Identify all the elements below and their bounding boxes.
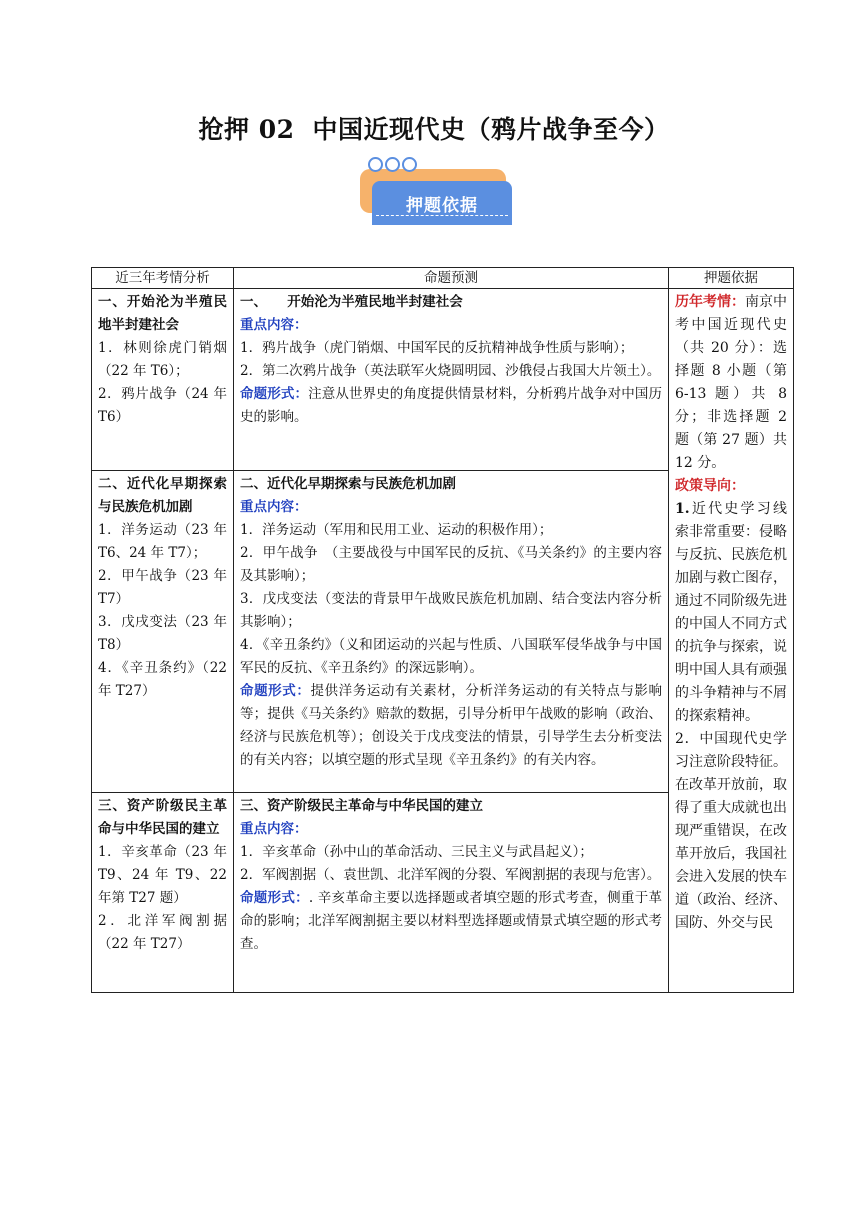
title-code: 抢押 02: [198, 115, 295, 144]
policy-item-number: 1.: [675, 501, 690, 517]
policy-item-text: 近代史学习线索非常重要：侵略与反抗、民族危机加剧与救亡图存，通过不同阶级先进的中国人不同方式的抗争与探索，说明中国人具有顽强的斗争精神与不屑的探索精神。: [675, 501, 787, 724]
policy-label: 政策导向：: [675, 478, 745, 494]
prediction-cell-3: [234, 793, 669, 993]
exam-table: [91, 267, 794, 993]
analysis-cell-3: [92, 793, 234, 993]
prediction-cell-2: [234, 471, 669, 793]
analysis-item: 2．甲午战争（23 年 T7）: [98, 568, 227, 607]
key-item: 1．鸦片战争（虎门销烟、中国军民的反抗精神战争性质与影响）；: [240, 340, 634, 356]
title-text: 中国近现代史（鸦片战争至今）: [312, 115, 670, 144]
analysis-item: 4．《辛丑条约》（22 年 T27）: [98, 660, 227, 699]
question-form-text: 提供洋务运动有关素材，分析洋务运动的有关特点与影响等；提供《马关条约》赔款的数据，引导分析甲午战败的影响（政治、经济与民族危机等）；创设关于戊戌变法的情景，引导学生去分析变法的有关内容；以填空题的形式呈现《辛丑条约》的有关内容。: [240, 683, 663, 768]
key-content-label: 重点内容：: [240, 317, 308, 333]
page-title: [0, 110, 868, 146]
prediction-title: 一、 开始沦为半殖民地半封建社会: [240, 294, 463, 310]
table-row: [92, 289, 794, 471]
policy-item-text: 2．中国现代史学习注意阶段特征。在改革开放前，取得了重大成就也出现严重错误，在改革开放后，我国社会进入发展的快车道（政治、经济、国防、外交与民: [675, 731, 787, 931]
key-item: 1．洋务运动（军用和民用工业、运动的积极作用）；: [240, 522, 553, 538]
table-header-row: [92, 268, 794, 289]
analysis-title: 三、资产阶级民主革命与中华民国的建立: [98, 798, 227, 837]
key-item: 4．《辛丑条约》（义和团运动的兴起与性质、八国联军侵华战争与中国军民的反抗、《辛丑条约》的深远影响）。: [240, 637, 662, 676]
basis-cell: [669, 289, 794, 993]
history-label: 历年考情：: [675, 294, 745, 310]
analysis-item: 3．戊戌变法（23 年 T8）: [98, 614, 227, 653]
question-form-text: . 辛亥革命主要以选择题或者填空题的形式考查，侧重于革命的影响；北洋军阀割据主要以材料型选择题或情景式填空题的形式考查。: [240, 890, 662, 952]
badge-label: 押题依据: [406, 195, 478, 216]
badge-dashed-line: [376, 215, 508, 216]
analysis-title: 一、开始沦为半殖民地半封建社会: [98, 294, 227, 333]
key-item: 2．军阀割据（、袁世凯、北洋军阀的分裂、军阀割据的表现与危害）。: [240, 867, 661, 883]
question-form-text: 注意从世界史的角度提供情景材料，分析鸦片战争对中国历史的影响。: [240, 386, 663, 425]
prediction-title: 二、近代化早期探索与民族危机加剧: [240, 476, 456, 492]
analysis-item: 2．鸦片战争（24 年 T6）: [98, 386, 227, 425]
key-content-label: 重点内容：: [240, 499, 308, 515]
analysis-item: 2．北洋军阀割据（22 年 T27）: [98, 913, 227, 952]
prediction-cell-1: [234, 289, 669, 471]
question-form-label: 命题形式：: [240, 683, 311, 699]
header-prediction: 命题预测: [234, 268, 669, 289]
header-basis: 押题依据: [669, 268, 794, 289]
history-text: 南京中考中国近现代史（共 20 分）：选择题 8 小题（第 6-13 题）共 8 分；非选择题 2 题（第 27 题）共 12 分。: [675, 294, 787, 471]
binder-rings-icon: [368, 157, 419, 173]
analysis-item: 1．洋务运动（23 年 T6、24 年 T7）；: [98, 522, 227, 561]
analysis-cell-2: [92, 471, 234, 793]
key-content-label: 重点内容：: [240, 821, 308, 837]
prediction-title: 三、资产阶级民主革命与中华民国的建立: [240, 798, 483, 814]
analysis-cell-1: [92, 289, 234, 471]
analysis-title: 二、近代化早期探索与民族危机加剧: [98, 476, 227, 515]
section-badge: [360, 157, 516, 233]
question-form-label: 命题形式：: [240, 386, 309, 402]
question-form-label: 命题形式：: [240, 890, 309, 906]
key-item: 3．戊戌变法（变法的背景甲午战败民族危机加剧、结合变法内容分析其影响）；: [240, 591, 662, 630]
analysis-item: 1．林则徐虎门销烟（22 年 T6）；: [98, 340, 227, 379]
key-item: 2．第二次鸦片战争（英法联军火烧圆明园、沙俄侵占我国大片领土）。: [240, 363, 661, 379]
key-item: 2．甲午战争 （主要战役与中国军民的反抗、《马关条约》的主要内容及其影响）；: [240, 545, 662, 584]
key-item: 1．辛亥革命（孙中山的革命活动、三民主义与武昌起义）；: [240, 844, 593, 860]
analysis-item: 1．辛亥革命（23 年 T9、24 年 T9、22 年第 T27 题）: [98, 844, 227, 906]
badge-label-box: [372, 181, 512, 225]
header-analysis: 近三年考情分析: [92, 268, 234, 289]
